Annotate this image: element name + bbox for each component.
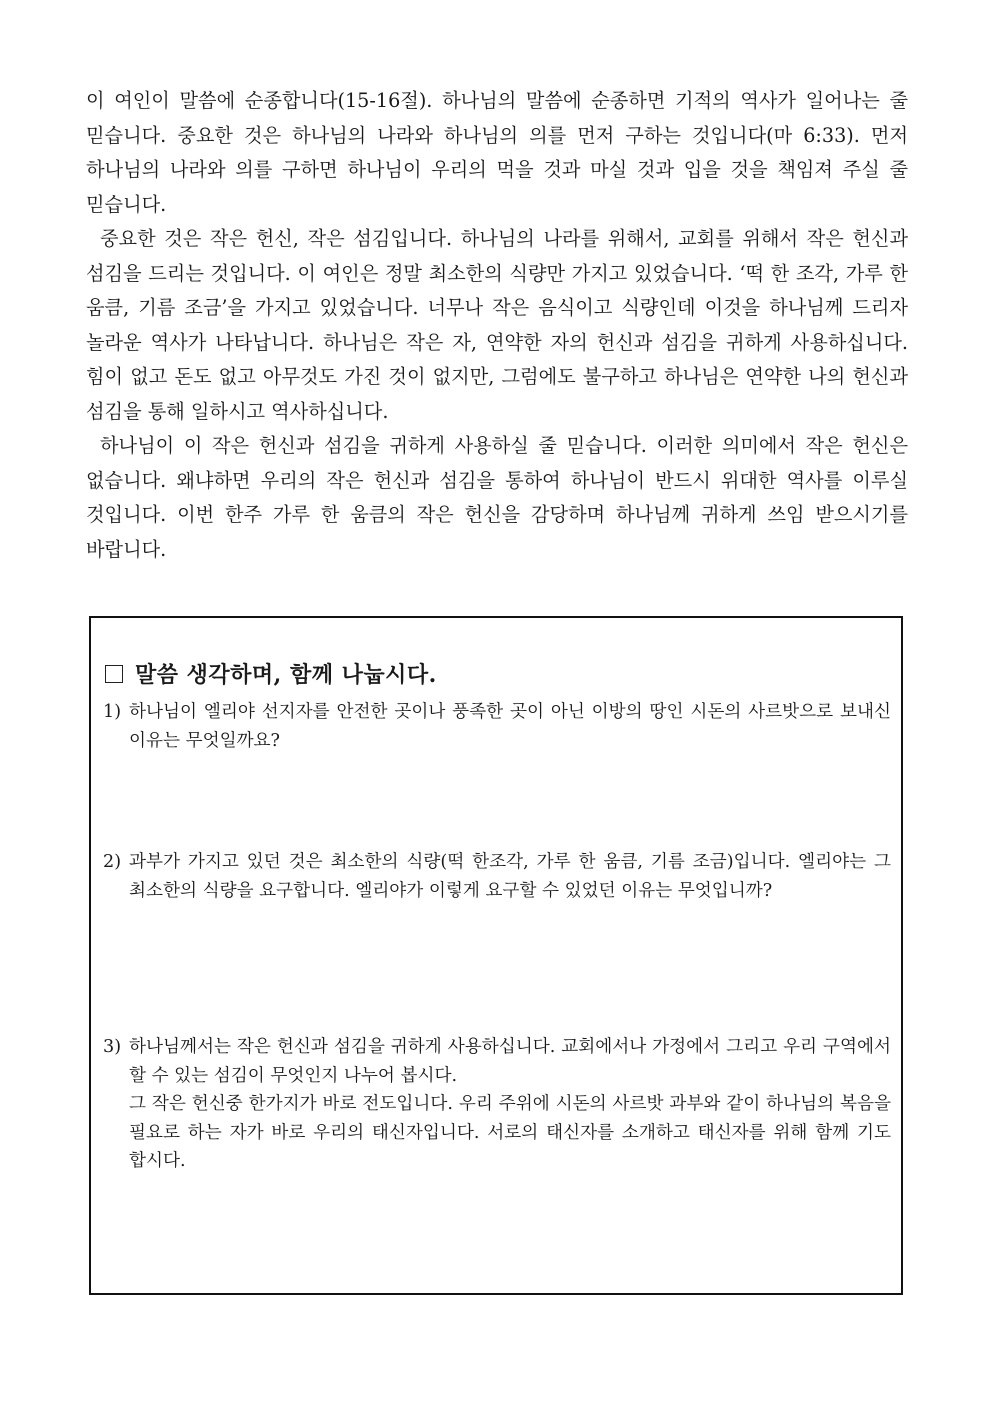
question-text <box>129 848 891 905</box>
question-number: 3) <box>103 1037 122 1057</box>
question-line: 하나님이 엘리야 선지자를 안전한 곳이나 풍족한 곳이 아닌 이방의 땅인 시돈의 사르밧으로 보내신 이유는 무엇일까요? <box>129 702 891 751</box>
sermon-body <box>86 84 908 567</box>
question-3 <box>103 1033 891 1176</box>
question-text <box>129 698 891 755</box>
question-line: 그 작은 헌신중 한가지가 바로 전도입니다. 우리 주위에 시돈의 사르밧 과부와 같이 하나님의 복음을 필요로 하는 자가 바로 우리의 태신자입니다. 서로의 태신자를 소개하고 태신자를 위해 함께 기도 합시다. <box>129 1094 891 1171</box>
checkbox-icon <box>105 665 123 683</box>
question-2 <box>103 848 891 905</box>
discussion-title <box>105 658 437 689</box>
question-1 <box>103 698 891 755</box>
body-paragraph-1: 이 여인이 말씀에 순종합니다(15-16절). 하나님의 말씀에 순종하면 기적의 역사가 일어나는 줄 믿습니다. 중요한 것은 하나님의 나라와 하나님의 의를 먼저 구하는 것입니다(마 6:33). 먼저 하나님의 나라와 의를 구하면 하나님이 우리의 먹을 것과 마실 것과 입을 것을 책임져 주실 줄 믿습니다. <box>86 89 908 216</box>
body-paragraph-2: 중요한 것은 작은 헌신, 작은 섬김입니다. 하나님의 나라를 위해서, 교회를 위해서 작은 헌신과 섬김을 드리는 것입니다. 이 여인은 정말 최소한의 식량만 가지고 있었습니다. ‘떡 한 조각, 가루 한 움큼, 기름 조금’을 가지고 있었습니다. 너무나 작은 음식이고 식량인데 이것을 하나님께 드리자 놀라운 역사가 나타납니다. 하나님은 작은 자, 연약한 자의 헌신과 섬김을 귀하게 사용하십니다. 힘이 없고 돈도 없고 아무것도 가진 것이 없지만, 그럼에도 불구하고 하나님은 연약한 나의 헌신과 섬김을 통해 일하시고 역사하십니다. <box>86 227 908 423</box>
discussion-box <box>89 616 903 1295</box>
body-paragraph-3: 하나님이 이 작은 헌신과 섬김을 귀하게 사용하실 줄 믿습니다. 이러한 의미에서 작은 헌신은 없습니다. 왜냐하면 우리의 작은 헌신과 섬김을 통하여 하나님이 반드시 위대한 역사를 이루실 것입니다. 이번 한주 가루 한 움큼의 작은 헌신을 감당하며 하나님께 귀하게 쓰임 받으시기를 바랍니다. <box>86 434 908 561</box>
question-text <box>129 1033 891 1176</box>
discussion-title-text: 말씀 생각하며, 함께 나눕시다. <box>135 662 437 688</box>
question-line: 하나님께서는 작은 헌신과 섬김을 귀하게 사용하십니다. 교회에서나 가정에서 그리고 우리 구역에서 할 수 있는 섬김이 무엇인지 나누어 봅시다. <box>129 1037 891 1086</box>
question-number: 1) <box>103 702 122 722</box>
question-number: 2) <box>103 852 122 872</box>
question-line: 과부가 가지고 있던 것은 최소한의 식량(떡 한조각, 가루 한 움큼, 기름 조금)입니다. 엘리야는 그 최소한의 식량을 요구합니다. 엘리야가 이렇게 요구할 수 있었던 이유는 무엇입니까? <box>129 852 891 901</box>
